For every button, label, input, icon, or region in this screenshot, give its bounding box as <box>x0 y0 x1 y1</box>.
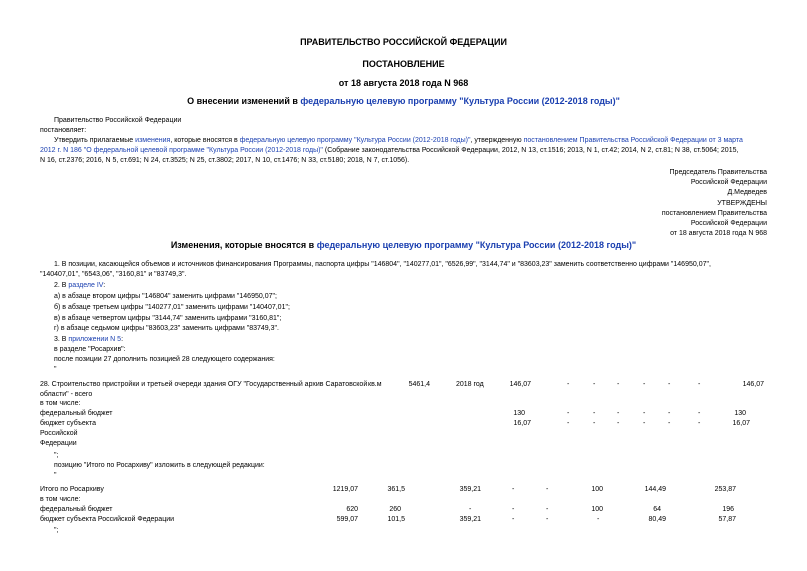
title-program-link[interactable]: федеральную целевую программу "Культура России (2012-2018 годы)" <box>300 96 620 106</box>
summary-cell: 80,49 <box>648 516 666 523</box>
summary-cell: 100 <box>591 506 603 513</box>
row28-last: 146,07 <box>742 381 764 388</box>
approved-line-1: постановлением Правительства <box>661 210 767 217</box>
document-title <box>0 96 807 106</box>
approved-heading: УТВЕРЖДЕНЫ <box>717 200 767 207</box>
item-3-line-1: в разделе "Росархив": <box>54 346 126 353</box>
subj-dash-6: - <box>698 420 701 427</box>
signature-name: Д.Медведев <box>727 189 767 196</box>
intro-text: , утвержденную <box>470 137 524 144</box>
row28-subj-label-3: Федерации <box>40 440 77 447</box>
row28-unit: кв.м <box>368 381 382 388</box>
resolution-link[interactable]: постановлением Правительства Российской Федерации от 3 марта <box>523 137 743 144</box>
government-title: ПРАВИТЕЛЬСТВО РОССИЙСКОЙ ФЕДЕРАЦИИ <box>300 37 507 47</box>
row28-incl: в том числе: <box>40 400 81 407</box>
summary-cell: 620 <box>346 506 358 513</box>
intro-text: Утвердить прилагаемые <box>54 137 136 144</box>
fed-dash-6: - <box>698 410 701 417</box>
summary-cell: 144,49 <box>644 486 666 493</box>
summary-label: федеральный бюджет <box>40 506 113 513</box>
summary-cell: - <box>546 516 549 523</box>
item-3-heading <box>54 335 123 344</box>
row28-subj-label-1: бюджет субъекта <box>40 420 96 427</box>
summary-cell: 64 <box>653 506 661 513</box>
subj-dash-2: - <box>593 420 596 427</box>
row28-subj-label-2: Российской <box>40 430 78 437</box>
intro-paragraph-2 <box>40 146 738 155</box>
summary-cell: - <box>512 506 515 513</box>
changes-title-prefix: Изменения, которые вносятся в <box>170 240 317 250</box>
summary-cell: 100 <box>591 486 603 493</box>
summary-cell: - <box>469 506 472 513</box>
row28-dash-1: - <box>567 381 570 388</box>
row28-dash-5: - <box>668 381 671 388</box>
summary-cell: 1219,07 <box>332 486 358 493</box>
document-date: от 18 августа 2018 года N 968 <box>338 78 469 88</box>
summary-cell: 253,87 <box>714 486 736 493</box>
summary-cell: 260 <box>389 506 401 513</box>
summary-cell: 359,21 <box>459 486 481 493</box>
intro-text: (Собрание законодательства Российской Федерации, 2012, N 13, ст.1516; 2013, N 1, ст.42; 2014, N 2, ст.81; N 38, ст.5064; 2015, <box>322 147 739 154</box>
row28-fed-total: 130 <box>513 410 525 417</box>
fed-dash-2: - <box>593 410 596 417</box>
row28-dash-6: - <box>698 381 701 388</box>
approved-date: от 18 августа 2018 года N 968 <box>670 230 767 237</box>
signature-line-1: Председатель Правительства <box>669 169 767 176</box>
row28-subj-total: 16,07 <box>513 420 531 427</box>
quote-close-2: "; <box>54 527 59 534</box>
fed-dash-5: - <box>668 410 671 417</box>
fed-dash-1: - <box>567 410 570 417</box>
item-1-line-1: 1. В позиции, касающейся объемов и источников финансирования Программы, паспорта цифры "146804", "140277,01", "6526,99", "3144,74" и "83603,23" заменить соответственно цифрами "146950,07", <box>54 261 711 268</box>
approved-line-2: Российской Федерации <box>690 220 767 227</box>
signature-line-2: Российской Федерации <box>690 179 767 186</box>
quote-open-2: " <box>54 472 57 479</box>
section-iv-link[interactable]: разделе IV <box>68 282 104 289</box>
item-3-line-2: после позиции 27 дополнить позицией 28 следующего содержания: <box>54 356 275 363</box>
item-2-suffix: : <box>103 282 106 289</box>
next-instruction: позицию "Итого по Росархиву" изложить в следующей редакции: <box>54 462 265 469</box>
program-link[interactable]: федеральную целевую программу "Культура России (2012-2018 годы)" <box>239 137 471 144</box>
subj-dash-4: - <box>643 420 646 427</box>
summary-cell: - <box>597 516 600 523</box>
item-2-prefix: 2. В <box>54 282 69 289</box>
intro-line-1: Правительство Российской Федерации <box>54 117 182 124</box>
item-2a: а) в абзаце втором цифры "146804" заменить цифрами "146950,07"; <box>54 293 277 300</box>
title-prefix: О внесении изменений в <box>187 96 301 106</box>
summary-cell: - <box>546 486 549 493</box>
summary-cell: - <box>546 506 549 513</box>
fed-dash-3: - <box>617 410 620 417</box>
row28-name-1: 28. Строительство пристройки и третьей очереди здания ОГУ "Государственный архив Саратовской <box>40 381 368 388</box>
row28-fed-last: 130 <box>734 410 746 417</box>
row28-subj-last: 16,07 <box>732 420 750 427</box>
item-2c: в) в абзаце четвертом цифры "3144,74" заменить цифрами "3160,81"; <box>54 315 282 322</box>
summary-cell: 361,5 <box>387 486 405 493</box>
row28-name-2: области" - всего <box>40 391 93 398</box>
item-3-suffix: : <box>121 336 124 343</box>
resolution-link-cont[interactable]: 2012 г. N 186 "О федеральной целевой программе "Культура России (2012-2018 годы)" <box>40 147 323 154</box>
intro-paragraph-1 <box>54 136 743 145</box>
row28-dash-3: - <box>617 381 620 388</box>
row28-fed-label: федеральный бюджет <box>40 410 113 417</box>
summary-cell: - <box>512 486 515 493</box>
summary-cell: - <box>512 516 515 523</box>
summary-label: в том числе: <box>40 496 81 503</box>
summary-cell: 101,5 <box>387 516 405 523</box>
row28-qty: 5461,4 <box>408 381 430 388</box>
summary-label: Итого по Росархиву <box>40 486 104 493</box>
item-2-heading <box>54 281 105 290</box>
intro-paragraph-3: N 16, ст.2376; 2016, N 5, ст.691; N 24, ст.3525; N 25, ст.3802; 2017, N 10, ст.1476; N 33, ст.5180; 2018, N 7, ст.1056). <box>40 157 410 164</box>
summary-label: бюджет субъекта Российской Федерации <box>40 516 175 523</box>
quote-open: " <box>54 366 57 373</box>
intro-text: , которые вносятся в <box>170 137 240 144</box>
appendix-5-link[interactable]: приложении N 5 <box>68 336 122 343</box>
quote-close-1: "; <box>54 452 59 459</box>
document-type: ПОСТАНОВЛЕНИЕ <box>362 59 445 69</box>
summary-cell: 599,07 <box>336 516 358 523</box>
summary-cell: 196 <box>722 506 734 513</box>
row28-dash-2: - <box>593 381 596 388</box>
row28-dash-4: - <box>643 381 646 388</box>
changes-title-link[interactable]: федеральную целевую программу "Культура России (2012-2018 годы)" <box>316 240 637 250</box>
summary-cell: 359,21 <box>459 516 481 523</box>
fed-dash-4: - <box>643 410 646 417</box>
item-2b: б) в абзаце третьем цифры "140277,01" заменить цифрами "140407,01"; <box>54 304 290 311</box>
subj-dash-1: - <box>567 420 570 427</box>
item-1-line-2: "140407,01", "6543,06", "3160,81" и "83749,3". <box>40 271 187 278</box>
subj-dash-5: - <box>668 420 671 427</box>
changes-link[interactable]: изменения <box>135 137 171 144</box>
intro-line-2: постановляет: <box>40 127 87 134</box>
item-2d: г) в абзаце седьмом цифры "83603,23" заменить цифрами "83749,3". <box>54 325 279 332</box>
item-3-prefix: 3. В <box>54 336 69 343</box>
summary-cell: 57,87 <box>718 516 736 523</box>
changes-title <box>0 240 807 250</box>
row28-total: 146,07 <box>509 381 531 388</box>
row28-year: 2018 год <box>456 381 484 388</box>
subj-dash-3: - <box>617 420 620 427</box>
